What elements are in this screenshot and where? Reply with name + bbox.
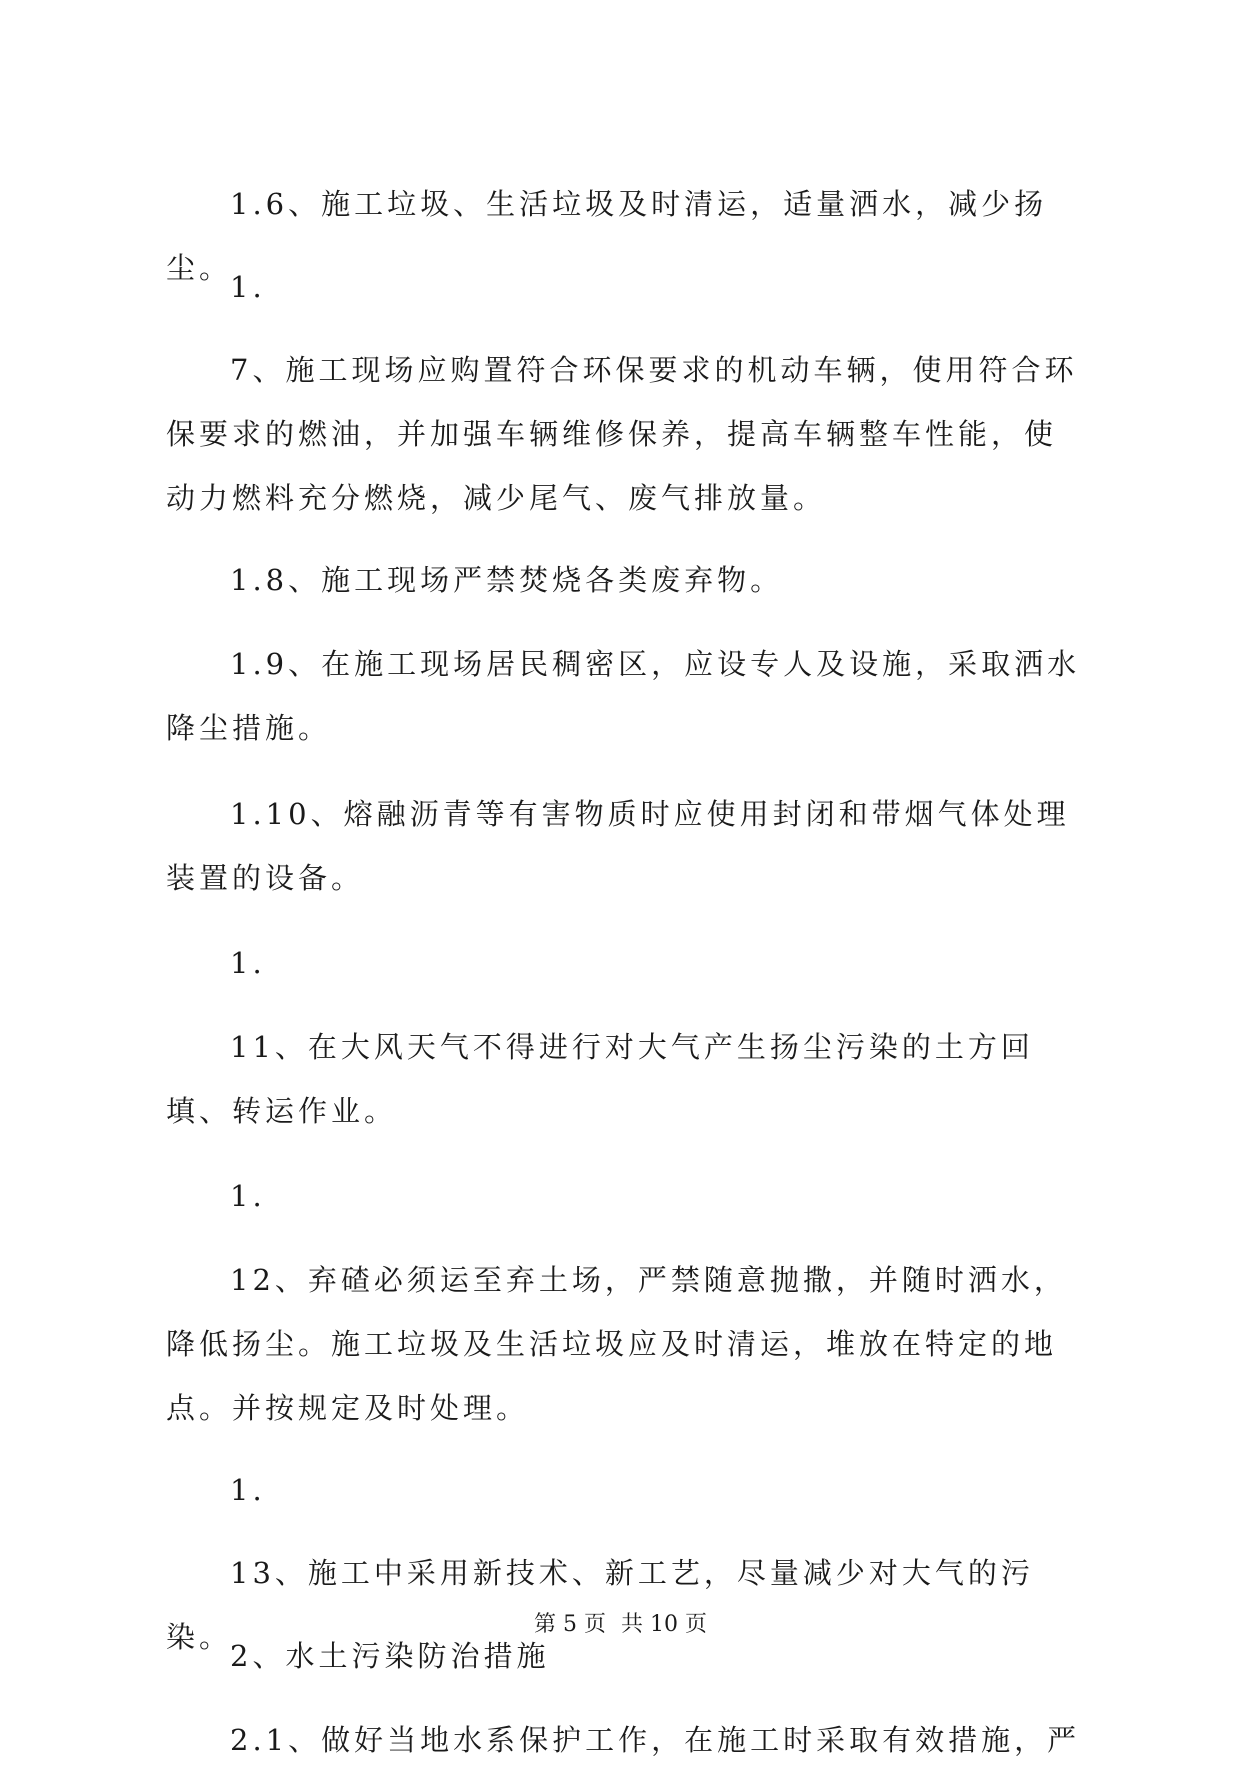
paragraph-7: 7、施工现场应购置符合环保要求的机动车辆，使用符合环保要求的燃油，并加强车辆维修保养，提高车辆整车性能，使动力燃料充分燃烧，减少尾气、废气排放量。 <box>166 353 1078 515</box>
heading-water-soil: 2、水土污染防治措施 <box>230 1639 550 1673</box>
paragraph-1-6: 1.6、施工垃圾、生活垃圾及时清运，适量洒水，减少扬尘。 <box>166 187 1048 285</box>
paragraph-1-dot-a: 1. <box>230 270 266 304</box>
paragraph-13: 13、施工中采用新技术、新工艺，尽量减少对大气的污染。 <box>166 1556 1034 1654</box>
paragraph-12: 12、弃碴必须运至弃土场，严禁随意抛撒，并随时洒水，降低扬尘。施工垃圾及生活垃圾应及时清运，堆放在特定的地点。并按规定及时处理。 <box>166 1263 1067 1425</box>
page-total: 共 10 页 <box>621 1612 707 1637</box>
paragraph-1-dot-c: 1. <box>230 1179 266 1213</box>
paragraph-1-dot-b: 1. <box>230 946 266 980</box>
page-footer <box>0 1607 1241 1638</box>
paragraph-1-dot-d: 1. <box>230 1473 266 1507</box>
paragraph-1-9: 1.9、在施工现场居民稠密区，应设专人及设施，采取洒水降尘措施。 <box>166 647 1081 745</box>
paragraph-2-1: 2.1、做好当地水系保护工作，在施工时采取有效措施，严 <box>230 1723 1081 1757</box>
paragraph-1-10: 1.10、熔融沥青等有害物质时应使用封闭和带烟气体处理装置的设备。 <box>166 797 1070 895</box>
paragraph-11: 11、在大风天气不得进行对大气产生扬尘污染的土方回填、转运作业。 <box>166 1030 1034 1128</box>
page-number: 第 5 页 <box>534 1612 606 1637</box>
paragraph-1-8: 1.8、施工现场严禁焚烧各类废弃物。 <box>230 563 784 597</box>
